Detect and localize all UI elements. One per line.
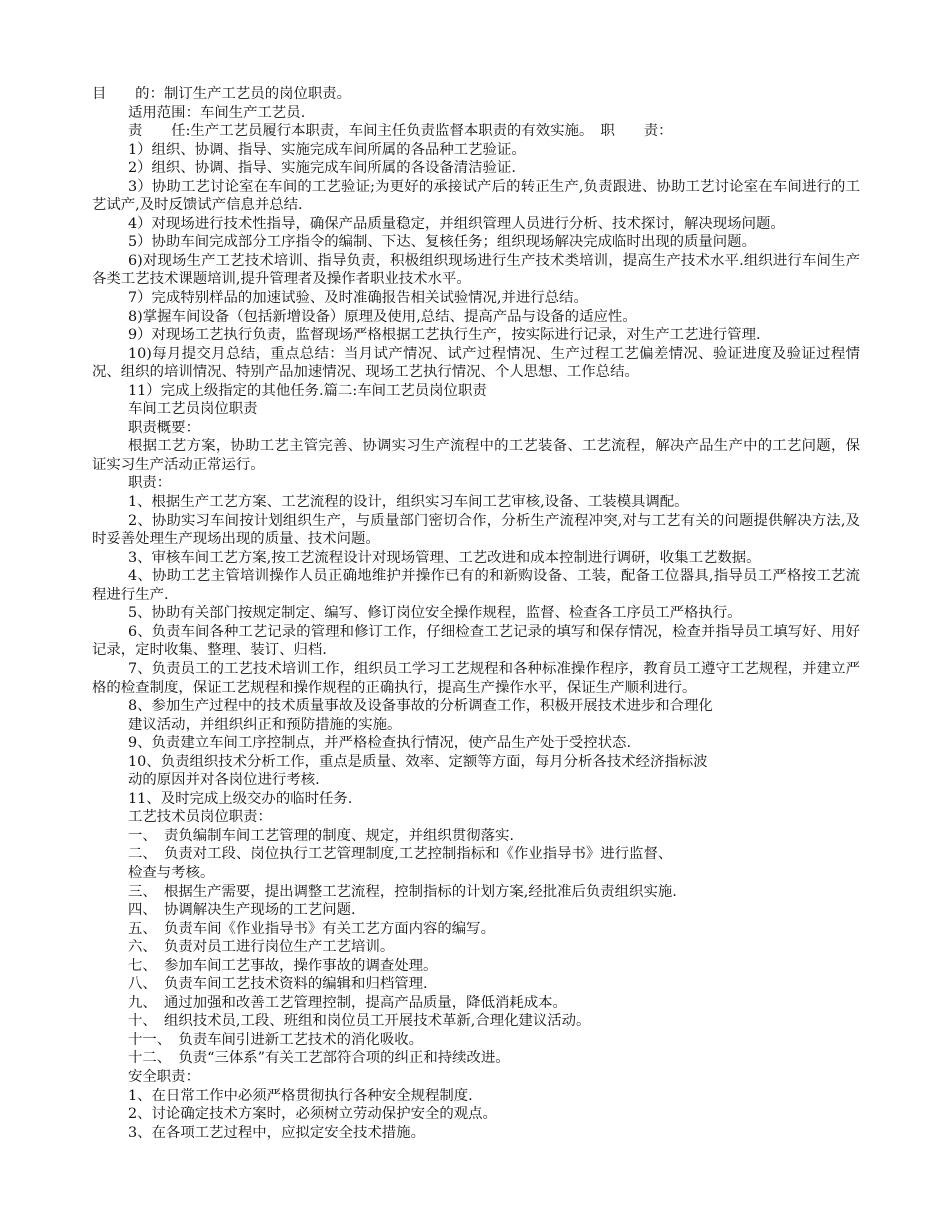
paragraph: 4、协助工艺主管培训操作人员正确地维护并操作已有的和新购设备、工装，配备工位器具,指导员工严格按工艺流程进行生产. [92, 568, 860, 603]
list-item: 八、 负责车间工艺技术资料的编辑和归档管理. [128, 976, 428, 993]
list-item: 3、在各项工艺过程中，应拟定安全技术措施。 [128, 1124, 425, 1141]
paragraph: 7、负责员工的工艺技术培训工作，组织员工学习工艺规程和各种标准操作程序，教育员工遵守工艺规程，并建立严格的检查制度，保证工艺规程和操作规程的正确执行，提高生产操作水平，保证生产顺利进行。 [92, 660, 860, 696]
paragraph: 建议活动，并组织纠正和预防措施的实施。 [128, 716, 402, 733]
list-item: 一、 责负编制车间工艺管理的制度、规定，并组织贯彻落实. [128, 827, 514, 844]
list-item: 十一、 负责车间引进新工艺技术的消化吸收。 [128, 1031, 424, 1048]
paragraph: 5）协助车间完成部分工序指令的编制、下达、复核任务；组织现场解决完成临时出现的质量问题。 [128, 234, 756, 251]
paragraph: 动的原因并对各岗位进行考核. [128, 772, 320, 789]
paragraph: 7）完成特别样品的加速试验、及时准确报告相关试验情况,并进行总结。 [128, 290, 588, 307]
paragraph: 4）对现场进行技术性指导，确保产品质量稳定，并组织管理人员进行分析、技术探讨，解决现场问题。 [128, 215, 785, 232]
document-body [92, 85, 860, 1142]
paragraph: 5、协助有关部门按规定制定、编写、修订岗位安全操作规程，监督、检查各工序员工严格执行。 [128, 605, 742, 622]
list-item: 七、 参加车间工艺事故，操作事故的调查处理。 [128, 957, 438, 974]
paragraph: 6)对现场生产工艺技术培训、指导负责，积极组织现场进行生产技术类培训，提高生产技术水平.组织进行车间生产各类工艺技术课题培训,提升管理者及操作者职业技术水平。 [92, 252, 860, 288]
paragraph: 11）完成上级指定的其他任务.篇二:车间工艺员岗位职责 [128, 382, 487, 399]
list-item: 四、 协调解决生产现场的工艺问题. [128, 902, 356, 919]
list-item: 1、在日常工作中必须严格贯彻执行各种安全规程制度. [128, 1087, 473, 1104]
section-heading: 工艺技术员岗位职责： [128, 809, 272, 826]
list-item: 十二、 负责“三体系”有关工艺部符合项的纠正和持续改进。 [128, 1050, 510, 1067]
list-item: 2、讨论确定技术方案时，必须树立劳动保护安全的观点。 [128, 1106, 497, 1123]
section-heading: 职责概要： [128, 419, 200, 436]
paragraph: 2、协助实习车间按计划组织生产，与质量部门密切合作，分析生产流程冲突,对与工艺有关的问题提供解决方法,及时妥善处理生产现场出现的质量、技术问题。 [92, 512, 860, 548]
section-heading: 职责： [128, 475, 172, 492]
paragraph: 8)掌握车间设备（包括新增设备）原理及使用,总结、提高产品与设备的适应性。 [128, 308, 637, 325]
paragraph: 9）对现场工艺执行负责，监督现场严格根据工艺执行生产，按实际进行记录，对生产工艺进行管理. [128, 327, 761, 344]
list-item: 十、 组织技术员,工段、班组和岗位员工开展技术革新,合理化建议活动。 [128, 1013, 591, 1030]
list-item: 二、 负责对工段、岗位执行工艺管理制度,工艺控制指标和《作业指导书》进行监督、 [128, 846, 673, 863]
paragraph: 8、参加生产过程中的技术质量事故及设备事故的分析调查工作，积极开展技术进步和合理化 [128, 698, 713, 715]
paragraph: 3）协助工艺讨论室在车间的工艺验证;为更好的承接试产后的转正生产,负责跟进、协助工艺讨论室在车间进行的工艺试产,及时反馈试产信息并总结. [92, 178, 860, 214]
paragraph-scope: 适用范围：车间生产工艺员. [128, 104, 306, 121]
section-heading: 安全职责： [128, 1068, 200, 1085]
paragraph: 2）组织、协调、指导、实施完成车间所属的各设备清洁验证. [128, 160, 516, 177]
paragraph: 3、审核车间工艺方案,按工艺流程设计对现场管理、工艺改进和成本控制进行调研，收集工艺数据。 [128, 549, 761, 566]
paragraph: 9、负责建立车间工序控制点，并严格检查执行情况，使产品生产处于受控状态. [128, 735, 632, 752]
paragraph: 10、负责组织技术分析工作，重点是质量、效率、定额等方面，每月分析各技术经济指标波 [128, 753, 708, 770]
list-item: 六、 负责对员工进行岗位生产工艺培训。 [128, 939, 395, 956]
list-item: 九、 通过加强和改善工艺管理控制，提高产品质量，降低消耗成本。 [128, 994, 567, 1011]
list-item: 三、 根据生产需要，提出调整工艺流程，控制指标的计划方案,经批准后负责组织实施. [128, 883, 677, 900]
paragraph: 1）组织、协调、指导、实施完成车间所属的各品种工艺验证。 [128, 141, 526, 158]
paragraph-purpose: 目 的：制订生产工艺员的岗位职责。 [92, 86, 352, 102]
paragraph: 根据工艺方案，协助工艺主管完善、协调实习生产流程中的工艺装备、工艺流程，解决产品生产中的工艺问题，保证实习生产活动正常运行。 [92, 438, 860, 473]
paragraph-responsibility: 责 任:生产工艺员履行本职责，车间主任负责监督本职责的有效实施。 职 责： [128, 123, 673, 140]
paragraph: 11、及时完成上级交办的临时任务. [128, 790, 353, 807]
section-title: 车间工艺员岗位职责 [128, 401, 258, 418]
paragraph: 1、根据生产工艺方案、工艺流程的设计，组织实习车间工艺审核,设备、工装模具调配。 [128, 494, 689, 511]
list-item: 五、 负责车间《作业指导书》有关工艺方面内容的编写。 [128, 920, 495, 937]
list-item: 检查与考核。 [128, 864, 215, 881]
paragraph: 10)每月提交月总结，重点总结：当月试产情况、试产过程情况、生产过程工艺偏差情况、验证进度及验证过程情况、组织的培训情况、特别产品加速情况、现场工艺执行情况、个人思想、工作总结。 [92, 345, 860, 381]
paragraph: 6、负责车间各种工艺记录的管理和修订工作，仔细检查工艺记录的填写和保存情况，检查并指导员工填写好、用好记录，定时收集、整理、装订、归档. [92, 623, 860, 659]
